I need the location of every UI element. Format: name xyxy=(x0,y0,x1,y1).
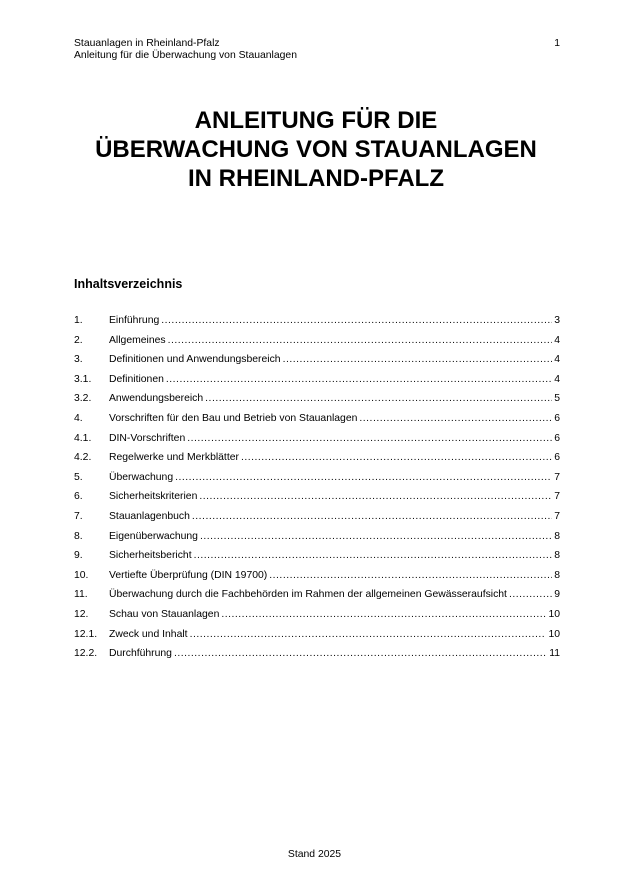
toc-dot-leader xyxy=(192,507,552,527)
toc-entry-number: 3. xyxy=(74,354,83,366)
toc-entry-title[interactable]: Stauanlagenbuch xyxy=(109,510,190,522)
toc-entry-number: 12.2. xyxy=(74,648,98,660)
toc-entry-page[interactable]: 10 xyxy=(548,628,560,640)
toc-entry-number: 4.2. xyxy=(74,452,92,464)
toc-entry-title[interactable]: DIN-Vorschriften xyxy=(109,432,186,444)
toc-dot-leader xyxy=(200,527,552,547)
toc-entry-number: 7. xyxy=(74,510,83,522)
toc-entry-page[interactable]: 7 xyxy=(554,510,560,522)
toc-entry[interactable] xyxy=(74,507,560,527)
toc-entry[interactable] xyxy=(74,527,560,547)
title-line-3: IN RHEINLAND-PFALZ xyxy=(188,165,444,192)
toc-entry-page[interactable]: 4 xyxy=(554,334,560,346)
toc-entry[interactable] xyxy=(74,546,560,566)
toc-entry-page[interactable]: 6 xyxy=(554,432,560,444)
toc-entry-title[interactable]: Definitionen xyxy=(109,373,164,385)
toc-entry[interactable] xyxy=(74,389,560,409)
toc-dot-leader xyxy=(187,429,552,449)
toc-entry-page[interactable]: 10 xyxy=(548,608,560,620)
title-line-1: ANLEITUNG FÜR DIE xyxy=(194,107,438,134)
toc-entry[interactable] xyxy=(74,448,560,468)
toc-entry-title[interactable]: Sicherheitsbericht xyxy=(109,550,192,562)
page-number: 1 xyxy=(554,38,560,49)
toc-entry-page[interactable]: 3 xyxy=(554,315,560,326)
title-line-2: ÜBERWACHUNG VON STAUANLAGEN xyxy=(95,136,537,163)
toc-entry[interactable] xyxy=(74,429,560,449)
toc-entry-number: 12.1. xyxy=(74,628,98,640)
toc-dot-leader xyxy=(241,448,552,468)
toc-entry-page[interactable]: 9 xyxy=(554,589,560,601)
toc-entry-number: 10. xyxy=(74,569,89,581)
toc-entry-page[interactable]: 11 xyxy=(549,648,560,660)
toc-entry[interactable] xyxy=(74,585,560,605)
toc-entry[interactable] xyxy=(74,331,560,351)
toc-entry-number: 1. xyxy=(74,315,83,326)
toc-entry-title[interactable]: Durchführung xyxy=(109,648,172,660)
toc-entry-number: 12. xyxy=(74,608,89,620)
toc-dot-leader xyxy=(359,409,552,429)
toc-entry-number: 5. xyxy=(74,471,83,483)
toc-entry-page[interactable]: 8 xyxy=(554,569,560,581)
toc-entry-title[interactable]: Vertiefte Überprüfung (DIN 19700) xyxy=(109,569,268,581)
toc-entry-title[interactable]: Allgemeines xyxy=(109,334,166,346)
toc-entry[interactable] xyxy=(74,566,560,586)
toc-entry-number: 3.1. xyxy=(74,373,92,385)
toc-entry-page[interactable]: 7 xyxy=(554,491,560,503)
toc-dot-leader xyxy=(161,311,552,331)
toc-entry-title[interactable]: Anwendungsbereich xyxy=(109,393,204,405)
toc-entry-page[interactable]: 6 xyxy=(554,452,560,464)
toc-entry[interactable] xyxy=(74,605,560,625)
toc-entry-title[interactable]: Überwachung durch die Fachbehörden im Rahmen der allgemeinen Gewässeraufsicht xyxy=(109,589,507,601)
toc-entry-title[interactable]: Eigenüberwachung xyxy=(109,530,198,542)
toc-entry[interactable] xyxy=(74,311,560,331)
toc-entry-number: 3.2. xyxy=(74,393,92,405)
toc-entry-page[interactable]: 4 xyxy=(554,354,560,366)
toc-entry-page[interactable]: 5 xyxy=(554,393,560,405)
toc-dot-leader xyxy=(509,585,552,605)
toc-dot-leader xyxy=(168,331,553,351)
toc-dot-leader xyxy=(174,644,547,664)
toc-dot-leader xyxy=(166,370,552,390)
toc-dot-leader xyxy=(269,566,552,586)
toc-entry-number: 4.1. xyxy=(74,432,92,444)
document-title xyxy=(40,106,592,193)
toc-entry[interactable] xyxy=(74,409,560,429)
toc-dot-leader xyxy=(205,389,552,409)
toc-heading: Inhaltsverzeichnis xyxy=(74,277,183,291)
toc-entry-title[interactable]: Zweck und Inhalt xyxy=(109,628,188,640)
toc-entry-page[interactable]: 6 xyxy=(554,412,560,424)
toc-entry-title[interactable]: Definitionen und Anwendungsbereich xyxy=(109,354,281,366)
toc-entry-page[interactable]: 4 xyxy=(554,373,560,385)
toc-entry[interactable] xyxy=(74,625,560,645)
header-line-1: Stauanlagen in Rheinland-Pfalz xyxy=(74,38,220,49)
toc-entry-page[interactable]: 8 xyxy=(554,530,560,542)
toc-entry-number: 9. xyxy=(74,550,83,562)
toc-dot-leader xyxy=(175,468,552,488)
toc-entry-number: 2. xyxy=(74,334,83,346)
toc-entry-title[interactable]: Schau von Stauanlagen xyxy=(109,608,220,620)
toc-entry[interactable] xyxy=(74,644,560,664)
page-header xyxy=(74,38,560,62)
toc-entry-title[interactable]: Regelwerke und Merkblätter xyxy=(109,452,239,464)
toc-entry-title[interactable]: Überwachung xyxy=(109,471,174,483)
toc-entry-number: 4. xyxy=(74,412,83,424)
toc-entry-page[interactable]: 8 xyxy=(554,550,560,562)
toc-entry-title[interactable]: Einführung xyxy=(109,315,160,326)
toc-dot-leader xyxy=(221,605,546,625)
toc-entry-number: 11. xyxy=(74,589,88,601)
toc-dot-leader xyxy=(283,350,553,370)
toc-entry-title[interactable]: Vorschriften für den Bau und Betrieb von Stauanlagen xyxy=(109,412,358,424)
toc-entry[interactable] xyxy=(74,468,560,488)
toc-dot-leader xyxy=(190,625,547,645)
toc-entry-number: 8. xyxy=(74,530,83,542)
header-line-2: Anleitung für die Überwachung von Stauanlagen xyxy=(74,50,297,61)
toc-dot-leader xyxy=(194,546,553,566)
page-footer: Stand 2025 xyxy=(287,849,342,860)
toc-entry[interactable] xyxy=(74,350,560,370)
toc-entry-number: 6. xyxy=(74,491,83,503)
toc-entry-page[interactable]: 7 xyxy=(554,471,560,483)
toc-entry[interactable] xyxy=(74,370,560,390)
toc-entry-title[interactable]: Sicherheitskriterien xyxy=(109,491,198,503)
toc-entry[interactable] xyxy=(74,487,560,507)
toc-dot-leader xyxy=(199,487,552,507)
table-of-contents xyxy=(74,311,560,664)
